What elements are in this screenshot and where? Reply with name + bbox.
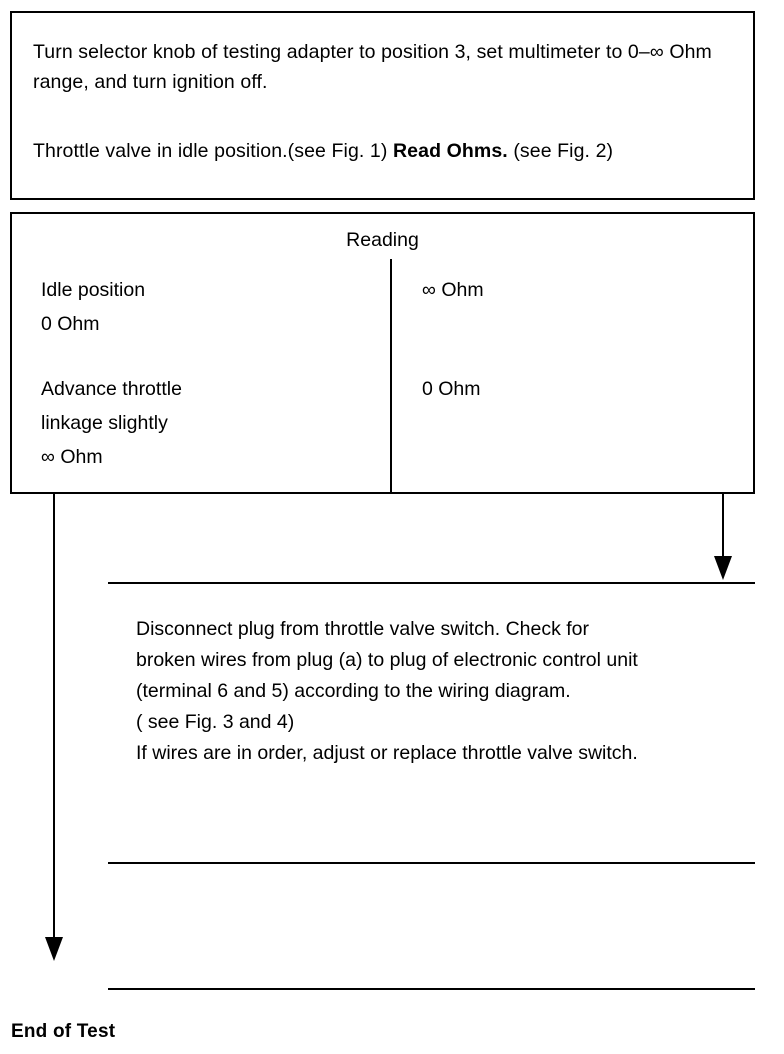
arrow-down-icon	[714, 556, 732, 580]
disconnect-line: (terminal 6 and 5) according to the wiring diagram.	[136, 680, 571, 702]
disconnect-line: broken wires from plug (a) to plug of electronic control unit	[136, 649, 638, 671]
flow-connector-right	[722, 494, 724, 558]
reading-value: ∞ Ohm	[422, 279, 484, 301]
instruction-paragraph-2-suffix: (see Fig. 2)	[507, 140, 614, 162]
flow-connector-left	[53, 494, 55, 939]
condition-line: 0 Ohm	[41, 313, 100, 335]
condition-line: ∞ Ohm	[41, 446, 103, 468]
disconnect-instruction-box	[108, 582, 755, 864]
bottom-divider	[108, 988, 755, 990]
condition-line: linkage slightly	[41, 412, 168, 434]
table-column-divider	[390, 259, 392, 492]
instruction-paragraph-2-prefix: Throttle valve in idle position.(see Fig. 1)	[33, 140, 393, 162]
disconnect-instruction-text	[136, 614, 746, 769]
disconnect-line: If wires are in order, adjust or replace throttle valve switch.	[136, 742, 638, 764]
disconnect-line: ( see Fig. 3 and 4)	[136, 711, 295, 733]
instruction-paragraph-1: Turn selector knob of testing adapter to position 3, set multimeter to 0–∞ Ohm range, and turn ignition off.	[33, 41, 712, 93]
disconnect-line: Disconnect plug from throttle valve switch. Check for	[136, 618, 590, 640]
condition-line: Idle position	[41, 279, 146, 301]
instruction-paragraph-2-emphasis: Read Ohms.	[393, 140, 508, 162]
table-row	[41, 273, 145, 341]
instruction-paragraph-2	[33, 136, 748, 166]
instruction-box	[10, 11, 755, 200]
reading-table	[10, 212, 755, 494]
end-of-test-label: End of Test	[11, 1021, 116, 1042]
reading-column-header: Reading	[346, 229, 419, 251]
arrow-down-icon	[45, 937, 63, 961]
reading-value: 0 Ohm	[422, 378, 481, 400]
table-row	[41, 372, 182, 474]
condition-line: Advance throttle	[41, 378, 182, 400]
